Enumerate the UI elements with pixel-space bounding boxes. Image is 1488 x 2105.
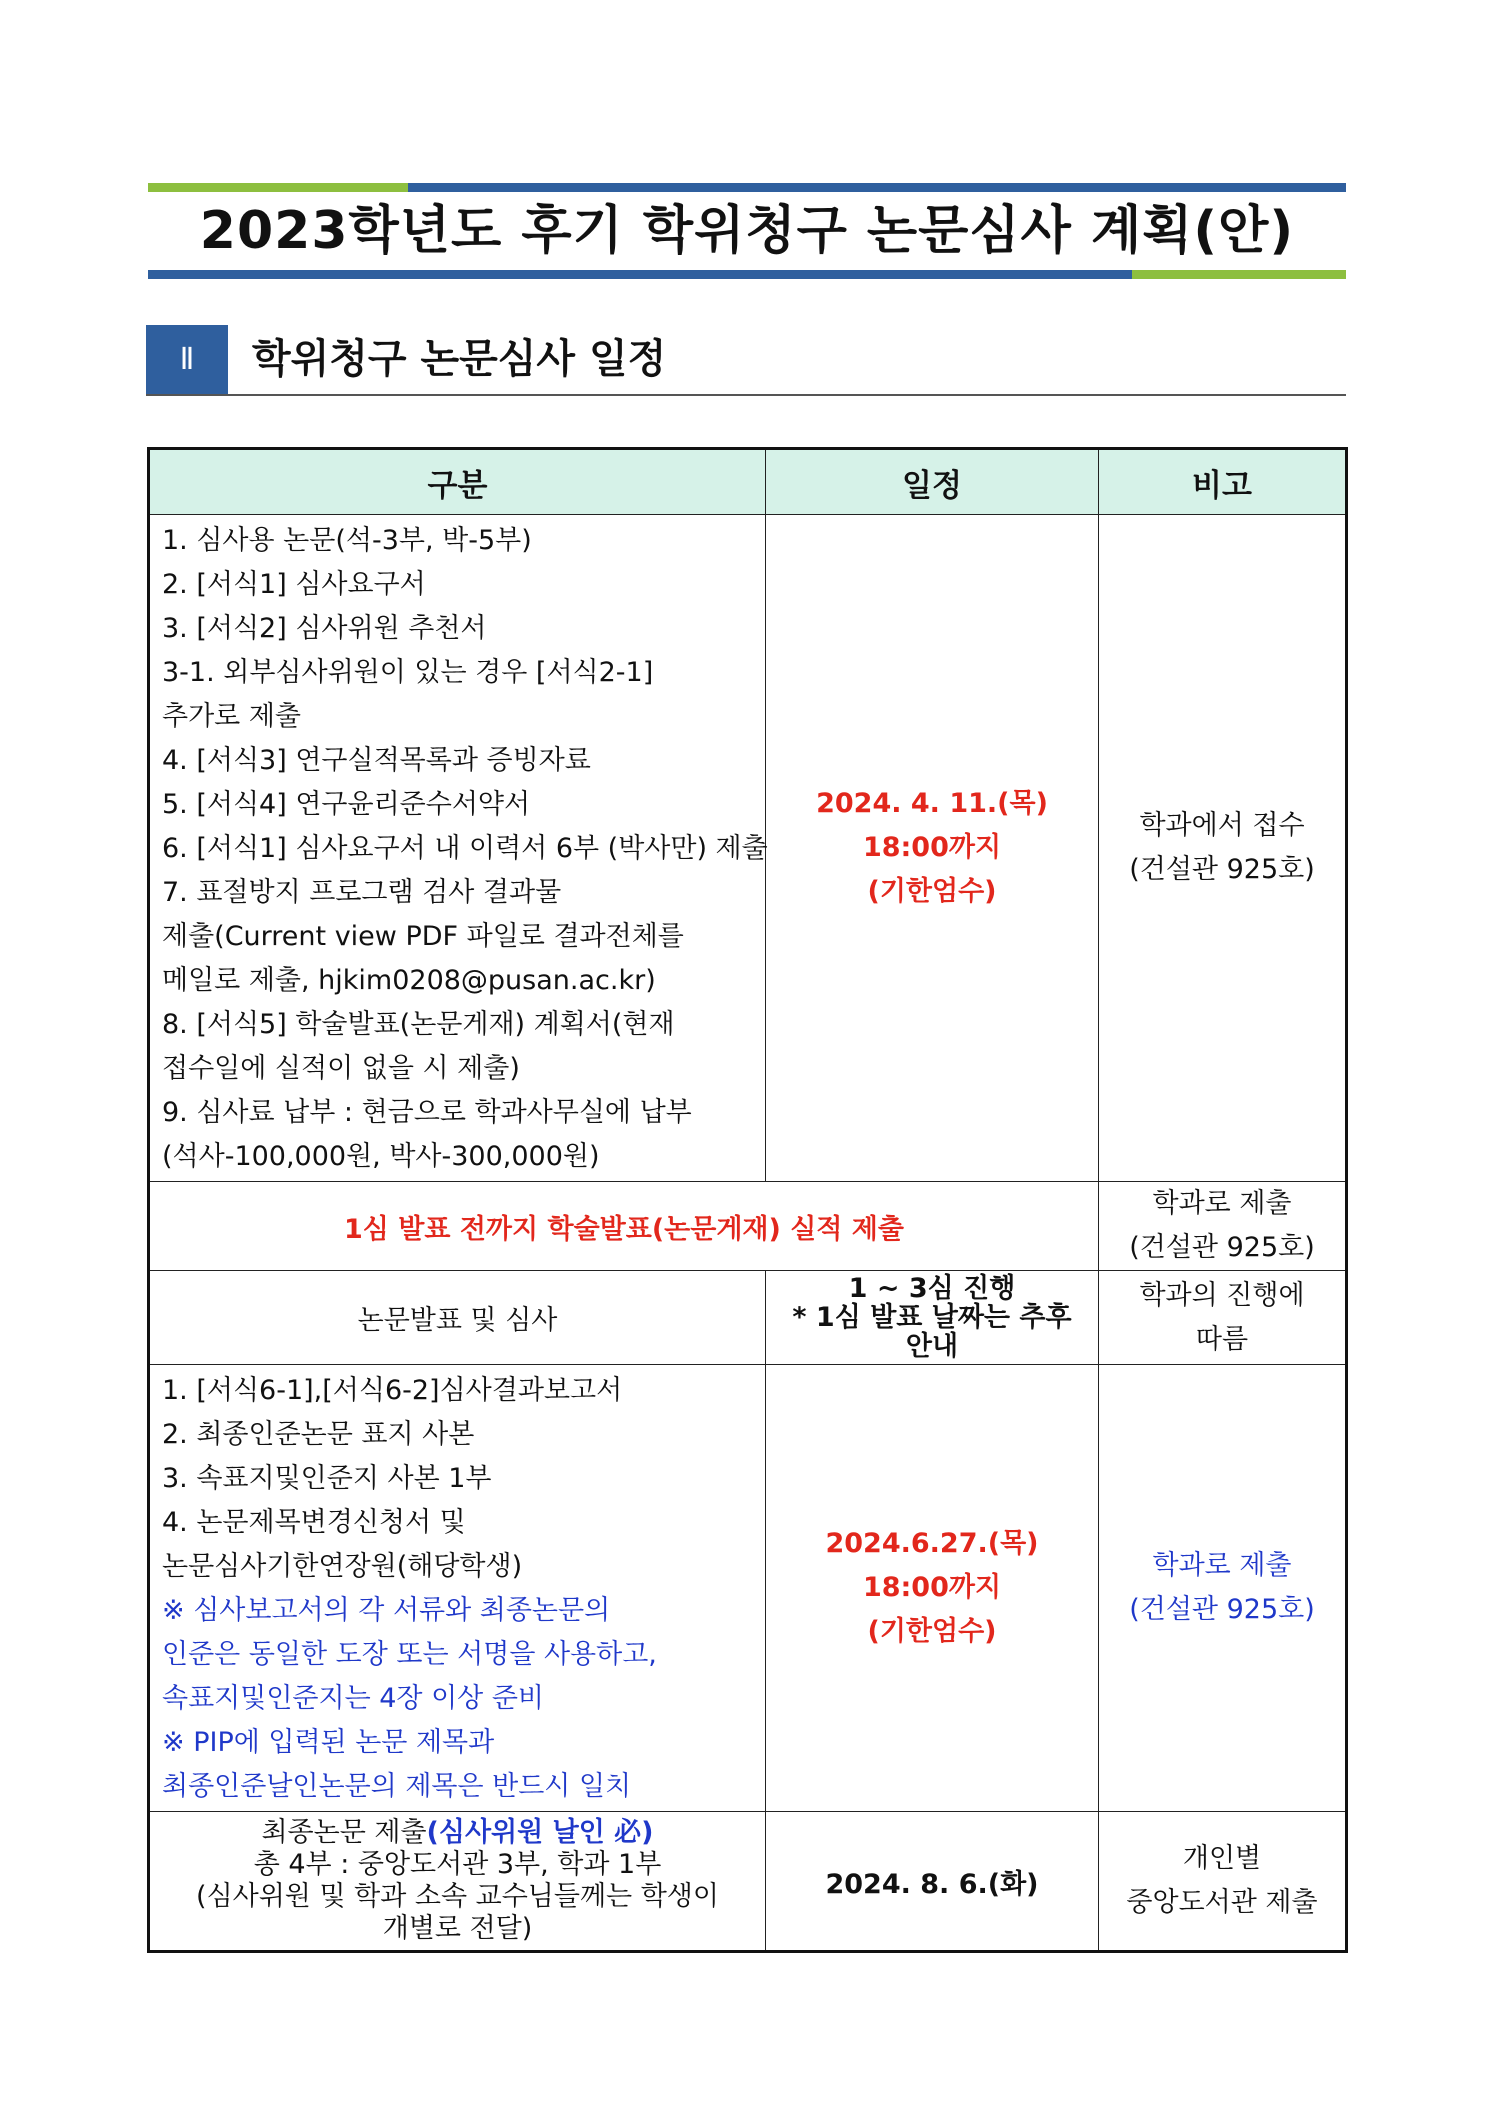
schedule-line: * 1심 발표 날짜는 추후: [792, 1302, 1072, 1333]
list-item: 메일로 제출, hjkim0208@pusan.ac.kr): [162, 965, 656, 996]
defense-remarks: [1099, 1271, 1347, 1365]
remark-line: (건설관 925호): [1129, 1594, 1315, 1625]
list-item: 4. 논문제목변경신청서 및: [162, 1507, 466, 1538]
publication-requirement: 1심 발표 전까지 학술발표(논문게재) 실적 제출: [149, 1182, 1099, 1271]
list-item: 3. [서식2] 심사위원 추천서: [162, 613, 487, 644]
notice-item: ※ 심사보고서의 각 서류와 최종논문의: [162, 1595, 611, 1626]
final-thesis-line: 개별로 전달): [382, 1913, 533, 1944]
notice-item: 최종인준날인논문의 제목은 반드시 일치: [162, 1771, 632, 1802]
list-item: 논문심사기한연장원(해당학생): [162, 1551, 523, 1582]
list-item: 제출(Current view PDF 파일로 결과전체를: [162, 921, 684, 952]
list-item: 3. 속표지및인준지 사본 1부: [162, 1463, 492, 1494]
remark-line: 중앙도서관 제출: [1126, 1887, 1318, 1918]
list-item: 4. [서식3] 연구실적목록과 증빙자료: [162, 745, 591, 776]
remark-line: (건설관 925호): [1129, 854, 1315, 885]
table-row-final-thesis: [149, 1812, 1347, 1952]
remark-line: 학과로 제출: [1152, 1550, 1292, 1581]
list-item: 5. [서식4] 연구윤리준수서약서: [162, 789, 531, 820]
table-header-row: [149, 449, 1347, 515]
deadline-date: 2024.6.27.(목): [825, 1528, 1039, 1559]
notice-item: 인준은 동일한 도장 또는 서명을 사용하고,: [162, 1639, 657, 1670]
deadline-strict: (기한엄수): [867, 1616, 997, 1647]
list-item: 2. [서식1] 심사요구서: [162, 569, 426, 600]
final-thesis-description: [149, 1812, 766, 1952]
section-heading: [146, 325, 1346, 395]
list-item: 9. 심사료 납부 : 현금으로 학과사무실에 납부: [162, 1097, 692, 1128]
final-docs-remarks: [1099, 1365, 1347, 1812]
submission-deadline: [766, 515, 1099, 1182]
schedule-table: [147, 447, 1348, 1953]
publication-remarks: [1099, 1182, 1347, 1271]
table-row-submission: [149, 515, 1347, 1182]
header-category: 구분: [149, 449, 766, 515]
list-item: 7. 표절방지 프로그램 검사 결과물: [162, 877, 562, 908]
list-item: 접수일에 실적이 없을 시 제출): [162, 1053, 520, 1084]
remark-line: 따름: [1195, 1323, 1249, 1355]
list-item: 1. [서식6-1],[서식6-2]심사결과보고서: [162, 1375, 623, 1406]
list-item: 2. 최종인준논문 표지 사본: [162, 1419, 475, 1450]
defense-label: 논문발표 및 심사: [149, 1271, 766, 1365]
schedule-line: 1 ~ 3심 진행: [848, 1273, 1016, 1304]
title-top-bar: [148, 183, 1346, 192]
final-thesis-line: 총 4부 : 중앙도서관 3부, 학과 1부: [253, 1849, 662, 1880]
title-bottom-bar-accent: [1132, 270, 1346, 279]
remark-line: 개인별: [1182, 1843, 1262, 1874]
submission-remarks: [1099, 515, 1347, 1182]
section-title: 학위청구 논문심사 일정: [252, 336, 667, 382]
deadline-time: 18:00까지: [862, 832, 1002, 863]
title-block: [148, 183, 1346, 279]
remark-line: (건설관 925호): [1129, 1232, 1315, 1263]
final-docs-deadline: [766, 1365, 1099, 1812]
remark-line: 학과의 진행에: [1139, 1279, 1305, 1311]
notice-item: 속표지및인준지는 4장 이상 준비: [162, 1683, 544, 1714]
submission-items: [149, 515, 766, 1182]
final-thesis-remarks: [1099, 1812, 1347, 1952]
list-item: 3-1. 외부심사위원이 있는 경우 [서식2-1]: [162, 657, 654, 688]
remark-line: 학과로 제출: [1152, 1188, 1292, 1219]
table-row-publication: [149, 1182, 1347, 1271]
final-thesis-line: [150, 1817, 765, 1849]
defense-schedule: [766, 1271, 1099, 1365]
deadline-strict: (기한엄수): [867, 876, 997, 907]
final-thesis-label: 최종논문 제출: [261, 1817, 427, 1848]
list-item: 8. [서식5] 학술발표(논문게재) 계획서(현재: [162, 1009, 675, 1040]
remark-line: 학과에서 접수: [1139, 810, 1305, 841]
list-item: 1. 심사용 논문(석-3부, 박-5부): [162, 525, 532, 556]
title-top-bar-accent: [148, 183, 408, 192]
section-underline: [146, 394, 1346, 396]
list-item: 6. [서식1] 심사요구서 내 이력서 6부 (박사만) 제출: [162, 833, 768, 864]
final-thesis-line: (심사위원 및 학과 소속 교수님들께는 학생이: [196, 1881, 719, 1912]
table-row-defense: [149, 1271, 1347, 1365]
table-row-final-docs: [149, 1365, 1347, 1812]
deadline-date: 2024. 4. 11.(목): [816, 788, 1048, 819]
final-doc-items: [149, 1365, 766, 1812]
title-bottom-bar: [148, 270, 1346, 279]
notice-item: ※ PIP에 입력된 논문 제목과: [162, 1727, 495, 1758]
list-item: (석사-100,000원, 박사-300,000원): [162, 1141, 600, 1172]
final-thesis-deadline: 2024. 8. 6.(화): [766, 1812, 1099, 1952]
header-schedule: 일정: [766, 449, 1099, 515]
list-item: 추가로 제출: [162, 701, 301, 732]
seal-required-emphasis: (심사위원 날인 必): [426, 1817, 654, 1848]
page-title: 2023학년도 후기 학위청구 논문심사 계획(안): [199, 201, 1295, 261]
schedule-line: 안내: [905, 1331, 959, 1362]
section-number: Ⅱ: [146, 325, 228, 394]
header-remarks: 비고: [1099, 449, 1347, 515]
deadline-time: 18:00까지: [862, 1572, 1002, 1603]
